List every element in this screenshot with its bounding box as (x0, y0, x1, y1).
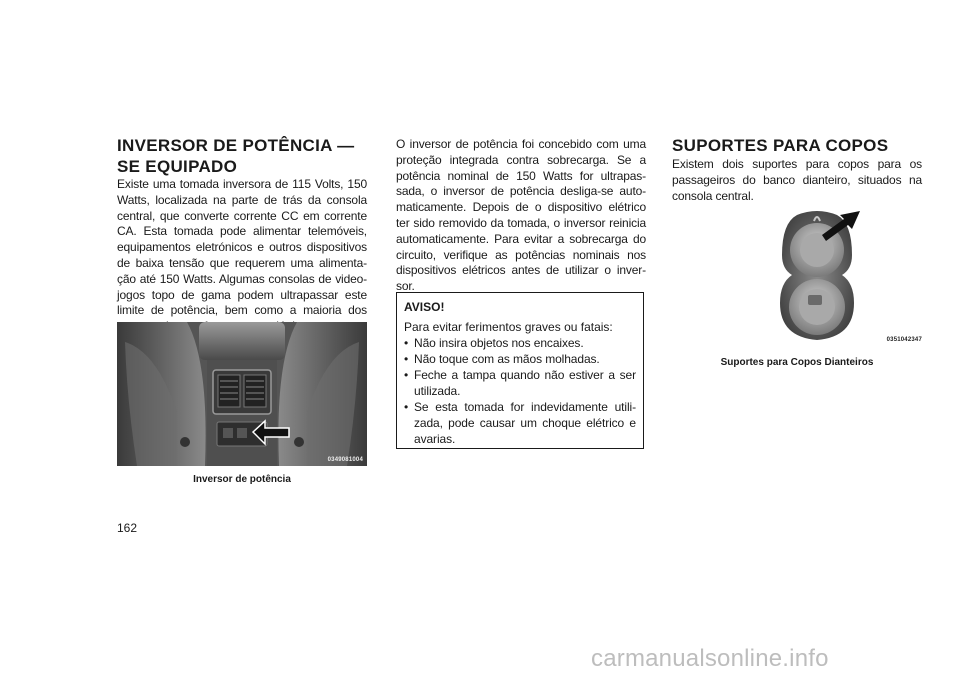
warning-item-text: Se esta tomada for indevidamente utili-zada, pode causar um choque elétrico e avarias. (414, 400, 636, 446)
warning-box (396, 292, 644, 449)
cupholder-section-title: SUPORTES PARA COPOS (672, 136, 889, 155)
cupholder-figure (762, 203, 924, 345)
watermark: carmanualsonline.info (591, 645, 829, 672)
bullet-icon: • (404, 352, 409, 366)
inverter-section-title (117, 135, 367, 177)
warning-item (404, 367, 636, 399)
inverter-description: Existe uma tomada inversora de 115 Volts, 150 Watts, localizada na parte de trás da consola central, que converte corrente CC em corrente CA. Esta tomada pode alimentar telemóveis, equipamentos eletrónicos e outros dispositivos de baixa tensão que requerem uma alimenta-ção até 150 Watts. Algumas consolas de video-jogos topo de gama podem ultrapassar este limite de potência, bem como a maioria dos (117, 177, 367, 318)
cupholder-description: Existem dois suportes para copos para os passageiros do banco dianteiro, situados na consola central. (672, 157, 922, 203)
inverter-illustration (117, 322, 367, 466)
warning-list (404, 335, 636, 447)
cupholder-figure-code: 0351042347 (886, 337, 922, 343)
cupholder-illustration (762, 203, 924, 345)
warning-title: AVISO! (404, 300, 445, 314)
warning-item (404, 399, 636, 447)
inverter-figure (117, 322, 367, 466)
inverter-figure-caption: Inversor de potência (193, 474, 291, 485)
warning-item-text: Feche a tampa quando não estiver a ser utilizada. (414, 368, 636, 398)
inverter-title-line2: SE EQUIPADO (117, 157, 238, 176)
bullet-icon: • (404, 400, 409, 414)
page-number: 162 (117, 521, 138, 535)
warning-item-text: Não insira objetos nos encaixes. (414, 336, 584, 350)
bullet-icon: • (404, 336, 409, 350)
inverter-title-line1: INVERSOR DE POTÊNCIA — (117, 136, 355, 155)
inverter-figure-code: 0349081004 (327, 457, 363, 463)
warning-item (404, 351, 636, 367)
bullet-icon: • (404, 368, 409, 382)
overload-description: O inversor de potência foi concebido com uma proteção integrada contra sobrecarga. Se a potência nominal de 150 Watts for ultrapas-sada, o inversor de potência desliga-se auto-maticamente. Depois de o dispositivo elétrico ter sido removido da tomada, o inversor reinicia automaticamente. Para evitar a sobrecarga do circuito, verifique as potências nominais nos dispositivos elétricos antes de utilizar o inver-sor. (396, 137, 646, 294)
cupholder-figure-caption: Suportes para Copos Dianteiros (720, 357, 874, 368)
warning-intro: Para evitar ferimentos graves ou fatais: (404, 320, 613, 334)
warning-item-text: Não toque com as mãos molhadas. (414, 352, 600, 366)
warning-item (404, 335, 636, 351)
